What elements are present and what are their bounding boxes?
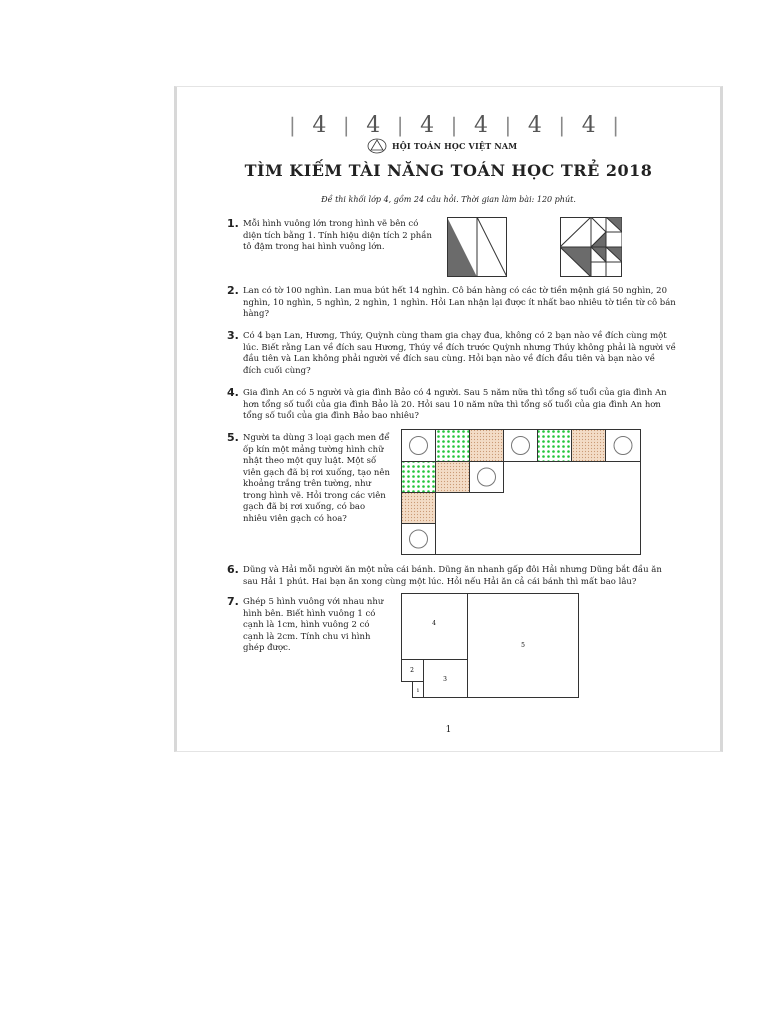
digit: 4 bbox=[581, 112, 596, 138]
question-number: 6. bbox=[227, 563, 239, 576]
question-number: 7. bbox=[227, 595, 239, 608]
square-label: 4 bbox=[432, 620, 436, 627]
question-number: 2. bbox=[227, 284, 239, 297]
square-label: 3 bbox=[443, 676, 447, 683]
question-1-text: Mỗi hình vuông lớn trong hình vẽ bên có diện tích bằng 1. Tính hiệu diện tích 2 phần tô đậm trong hai hình vuông lớn. bbox=[243, 219, 432, 252]
digit: 4 bbox=[527, 112, 542, 138]
digit: 4 bbox=[312, 112, 327, 138]
square-label: 5 bbox=[521, 642, 525, 649]
header-digits: | 4 | 4 | 4 | 4 | 4 | 4 | bbox=[289, 112, 619, 138]
question-number: 4. bbox=[227, 386, 239, 399]
org-logo-icon bbox=[367, 138, 387, 154]
square-label: 2 bbox=[410, 667, 414, 674]
page-title: TÌM KIẾM TÀI NĂNG TOÁN HỌC TRẺ 2018 bbox=[244, 161, 653, 180]
question-2-text: Lan có tờ 100 nghìn. Lan mua bút hết 14 nghìn. Cô bán hàng có các tờ tiền mệnh giá 50 nghìn, 20 nghìn, 10 nghìn, 5 nghìn, 2 nghìn, 1 nghìn. Hỏi Lan nhận lại được ít nhất bao nhiêu tờ tiền từ cô bán hàng? bbox=[243, 286, 676, 319]
figure-5-tile-wall bbox=[401, 429, 641, 555]
question-6-text: Dũng và Hải mỗi người ăn một nửa cái bánh. Dũng ăn nhanh gấp đôi Hải nhưng Dũng bắt đầu ăn sau Hải 1 phút. Hai bạn ăn xong cùng một lúc. Hỏi nếu Hải ăn cả cái bánh thì mất bao lâu? bbox=[243, 565, 662, 587]
digit: 4 bbox=[473, 112, 488, 138]
question-number: 3. bbox=[227, 329, 239, 342]
org-name: HỘI TOÁN HỌC VIỆT NAM bbox=[392, 141, 518, 151]
question-number: 5. bbox=[227, 431, 239, 444]
question-3-text: Có 4 bạn Lan, Hương, Thúy, Quỳnh cùng tham gia chạy đua, không có 2 bạn nào về đích cùng một lúc. Biết rằng Lan về đích sau Hương, Thúy về đích trước Quỳnh nhưng Thúy không phải là người về đầu tiên và Lan không phải người về đích sau cùng. Hỏi bạn nào về đích đầu tiên và bạn nào về đích cuối cùng? bbox=[243, 331, 676, 376]
org-row bbox=[367, 137, 517, 155]
square-label: 1 bbox=[416, 688, 420, 694]
question-4-text: Gia đình An có 5 người và gia đình Bảo có 4 người. Sau 5 năm nữa thì tổng số tuổi của gia đình An hơn tổng số tuổi của gia đình Bảo là 20. Hỏi sau 10 năm nữa thì tổng số tuổi của gia đình An hơn tổng số tuổi của gia đình Bảo bao nhiêu? bbox=[243, 388, 667, 421]
page-number: 1 bbox=[445, 725, 452, 735]
question-5-text: Người ta dùng 3 loại gạch men để ốp kín một mảng tường hình chữ nhật theo một quy luật. Một số viên gạch đã bị rơi xuống, tạo nên khoảng trắng trên tường, như trong hình vẽ. Hỏi trong các viên gạch đã bị rơi xuống, có bao nhiêu viên gạch có hoa? bbox=[243, 433, 390, 524]
digit: 4 bbox=[420, 112, 435, 138]
exam-subtitle: Đề thi khối lớp 4, gồm 24 câu hỏi. Thời gian làm bài: 120 phút. bbox=[321, 195, 576, 204]
figure-1-right bbox=[560, 217, 622, 277]
question-7-text: Ghép 5 hình vuông với nhau như hình bên. Biết hình vuông 1 có cạnh là 1cm, hình vuông 2 có cạnh là 2cm. Tính chu vi hình ghép được. bbox=[243, 597, 384, 653]
digit: 4 bbox=[366, 112, 381, 138]
figure-7-squares bbox=[401, 593, 581, 699]
question-number: 1. bbox=[227, 217, 239, 230]
figure-1-left bbox=[447, 217, 507, 277]
exam-page bbox=[174, 86, 723, 752]
